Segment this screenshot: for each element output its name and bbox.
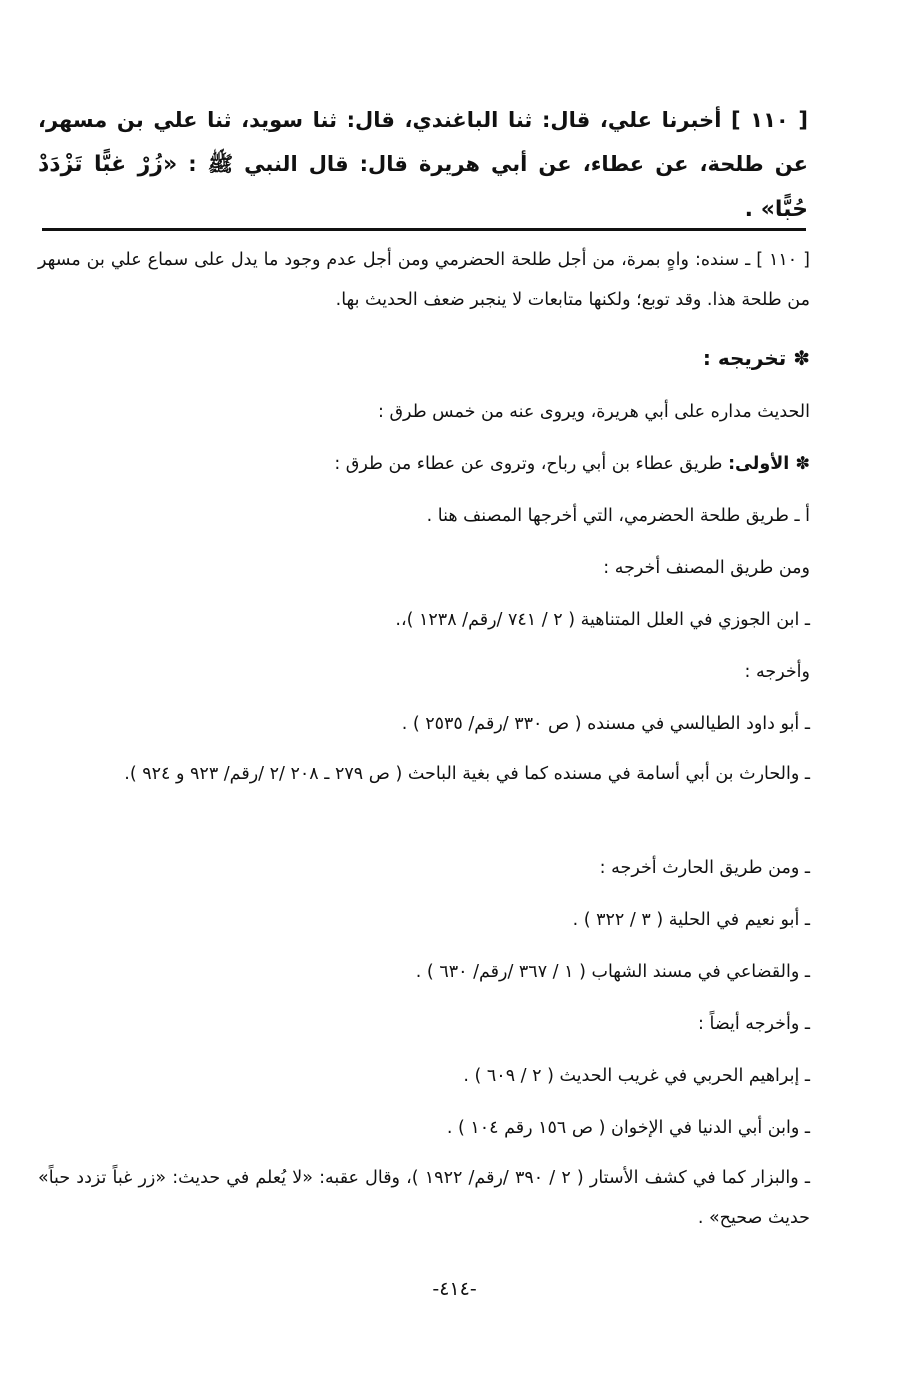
bazzar-paragraph: ـ والبزار كما في كشف الأستار ( ٢ / ٣٩٠ /رقم/ ١٩٢٢ )، وقال عقبه: «لا يُعلم في حديث: «زر غباً تزدد حباً» حديث صحيح» . xyxy=(38,1168,810,1228)
first-route-label: ✽ الأولى: xyxy=(728,454,810,474)
qudai-line: ـ والقضاعي في مسند الشهاب ( ١ / ٣٦٧ /رقم/ ٦٣٠ ) . xyxy=(415,962,810,982)
first-route-line xyxy=(334,454,810,474)
harith-paragraph: ـ والحارث بن أبي أسامة في مسنده كما في بغية الباحث ( ص ٢٧٩ ـ ٢٠٨ /٢ /رقم/ ٩٢٣ و ٩٢٤ ). xyxy=(124,764,810,784)
first-route-text: طريق عطاء بن أبي رباح، وتروى عن عطاء من طرق : xyxy=(334,454,723,474)
akhrajahu-line: وأخرجه : xyxy=(744,662,810,682)
hadith-isnad: [ ١١٠ ] أخبرنا علي، قال: ثنا الباغندي، قال: ثنا سويد، ثنا علي بن مسهر، عن طلحة، عن عطاء، عن أبي هريرة قال: قال النبي ﷺ : xyxy=(38,108,809,176)
ibn-abi-dunya-line: ـ وابن أبي الدنيا في الإخوان ( ص ١٥٦ رقم ١٠٤ ) . xyxy=(446,1118,810,1138)
tayalisi-line: ـ أبو داود الطيالسي في مسنده ( ص ٣٣٠ /رقم/ ٢٥٣٥ ) . xyxy=(401,714,810,734)
page-number: -٤١٤- xyxy=(432,1278,477,1300)
takhrij-heading: ✽ تخريجه : xyxy=(702,346,810,370)
via-author-line: ومن طريق المصنف أخرجه : xyxy=(603,558,810,578)
intro-line: الحديث مداره على أبي هريرة، ويروى عنه من خمس طرق : xyxy=(378,402,810,422)
ibn-jawzi-line: ـ ابن الجوزي في العلل المتناهية ( ٢ / ٧٤١ /رقم/ ١٢٣٨ )،. xyxy=(395,610,810,630)
via-harith-line: ـ ومن طريق الحارث أخرجه : xyxy=(599,858,810,878)
harbi-line: ـ إبراهيم الحربي في غريب الحديث ( ٢ / ٦٠٩ ) . xyxy=(463,1066,810,1086)
also-line: ـ وأخرجه أيضاً : xyxy=(698,1014,810,1034)
hadith-quote: «زُرْ غبًّا تَزْدَدْ حُبًّا» . xyxy=(38,152,808,222)
route-a-line: أ ـ طريق طلحة الحضرمي، التي أخرجها المصنف هنا . xyxy=(426,506,810,526)
abu-nuaym-line: ـ أبو نعيم في الحلية ( ٣ / ٣٢٢ ) . xyxy=(572,910,810,930)
footnote-divider xyxy=(42,228,806,231)
sanad-paragraph: [ ١١٠ ] ـ سنده: واهٍ بمرة، من أجل طلحة الحضرمي ومن أجل عدم وجود ما يدل على سماع علي بن مسهر من طلحة هذا. وقد توبع؛ ولكنها متابعات لا ينجبر ضعف الحديث بها. xyxy=(38,250,810,310)
hadith-text xyxy=(38,98,808,232)
